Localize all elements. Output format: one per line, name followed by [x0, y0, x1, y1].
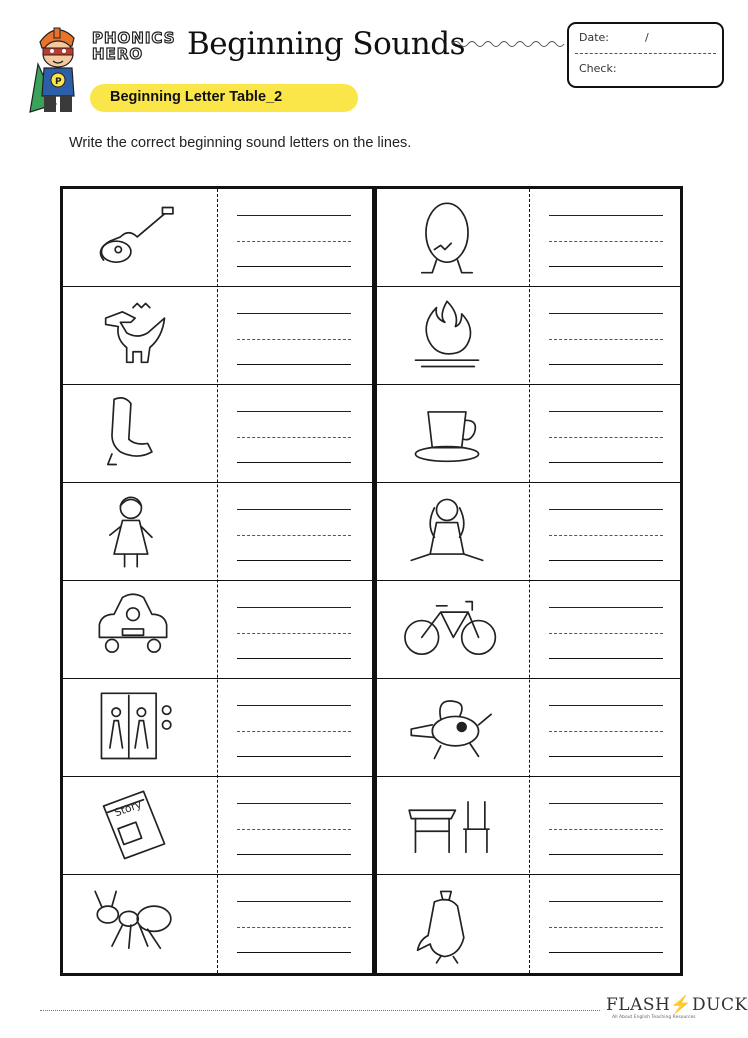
- storybook-icon: [83, 785, 183, 867]
- brand-right: DUCK: [692, 995, 748, 1015]
- mid-dashed-line: [237, 535, 351, 536]
- writing-lines[interactable]: [237, 407, 351, 467]
- logo-line2: HERO: [92, 45, 144, 63]
- top-line: [549, 509, 663, 510]
- writing-lines[interactable]: [237, 603, 351, 663]
- wavy-line-icon: [452, 38, 567, 50]
- top-line: [237, 509, 351, 510]
- mid-dashed-line: [237, 633, 351, 634]
- base-line: [549, 658, 663, 659]
- instructions: Write the correct beginning sound letters on the lines.: [69, 135, 412, 151]
- top-line: [237, 705, 351, 706]
- writing-lines[interactable]: [237, 211, 351, 271]
- taxi-icon: [83, 589, 183, 671]
- dog-icon: [397, 687, 497, 769]
- base-line: [237, 560, 351, 561]
- subtitle: Beginning Letter Table_2: [110, 89, 283, 105]
- lightning-icon: ⚡: [670, 995, 693, 1015]
- mid-dashed-line: [237, 339, 351, 340]
- writing-lines[interactable]: [237, 505, 351, 565]
- writing-lines[interactable]: [237, 309, 351, 369]
- worksheet-table: [60, 186, 683, 976]
- mid-dashed-line: [237, 437, 351, 438]
- brand-left: FLASH: [606, 995, 671, 1015]
- mid-dashed-line: [549, 731, 663, 732]
- base-line: [549, 364, 663, 365]
- row-divider: [63, 482, 680, 483]
- base-line: [549, 462, 663, 463]
- base-line: [549, 952, 663, 953]
- ant-icon: [83, 883, 183, 965]
- fire-icon: [397, 295, 497, 377]
- base-line: [549, 854, 663, 855]
- mid-dashed-line: [549, 927, 663, 928]
- date-divider: [575, 53, 716, 54]
- mid-dashed-line: [237, 241, 351, 242]
- row-divider: [63, 286, 680, 287]
- row-divider: [63, 776, 680, 777]
- svg-text:Story: Story: [113, 798, 144, 820]
- top-line: [549, 607, 663, 608]
- left-dashed-divider: [217, 189, 218, 973]
- base-line: [237, 658, 351, 659]
- top-line: [549, 803, 663, 804]
- footer-rule: [40, 1010, 600, 1011]
- top-line: [237, 803, 351, 804]
- top-line: [237, 901, 351, 902]
- base-line: [237, 462, 351, 463]
- mid-dashed-line: [237, 927, 351, 928]
- logo-line1: PHONICS: [92, 29, 176, 47]
- mid-dashed-line: [549, 535, 663, 536]
- mid-dashed-line: [549, 437, 663, 438]
- logo-text: [92, 30, 176, 62]
- subtitle-banner: [90, 84, 358, 112]
- date-label: Date:: [579, 31, 609, 44]
- writing-lines[interactable]: [549, 603, 663, 663]
- girl-icon: [83, 491, 183, 573]
- writing-lines[interactable]: [237, 701, 351, 761]
- alligator-icon: [397, 883, 497, 965]
- base-line: [237, 854, 351, 855]
- base-line: [549, 756, 663, 757]
- row-divider: [63, 678, 680, 679]
- top-line: [549, 411, 663, 412]
- guitar-icon: [83, 197, 183, 279]
- base-line: [237, 756, 351, 757]
- phonics-hero-mascot-icon: [26, 24, 90, 116]
- writing-lines[interactable]: [549, 407, 663, 467]
- row-divider: [63, 874, 680, 875]
- base-line: [237, 364, 351, 365]
- flash-duck-logo: [606, 995, 748, 1015]
- desk-chair-icon: [397, 785, 497, 867]
- right-dashed-divider: [529, 189, 530, 973]
- base-line: [549, 560, 663, 561]
- arm-icon: [83, 393, 183, 475]
- mid-dashed-line: [237, 731, 351, 732]
- dinosaur-icon: [83, 295, 183, 377]
- brand-tagline: All About English Teaching Resources: [612, 1015, 696, 1020]
- base-line: [237, 266, 351, 267]
- cup-icon: [397, 393, 497, 475]
- row-divider: [63, 384, 680, 385]
- page-title: Beginning Sounds: [187, 26, 465, 62]
- top-line: [237, 215, 351, 216]
- base-line: [549, 266, 663, 267]
- column-divider: [372, 189, 377, 973]
- svg-text:P: P: [55, 77, 62, 87]
- elevator-icon: [83, 687, 183, 769]
- writing-lines[interactable]: [549, 211, 663, 271]
- bicycle-icon: [397, 589, 497, 671]
- writing-lines[interactable]: [549, 505, 663, 565]
- top-line: [237, 313, 351, 314]
- date-separator: /: [645, 31, 649, 44]
- egg-icon: [397, 197, 497, 279]
- top-line: [549, 215, 663, 216]
- mid-dashed-line: [549, 339, 663, 340]
- writing-lines[interactable]: [549, 897, 663, 957]
- top-line: [237, 607, 351, 608]
- doll-icon: [397, 491, 497, 573]
- top-line: [549, 901, 663, 902]
- mid-dashed-line: [549, 241, 663, 242]
- writing-lines[interactable]: [549, 701, 663, 761]
- mid-dashed-line: [549, 829, 663, 830]
- top-line: [549, 313, 663, 314]
- writing-lines[interactable]: [237, 799, 351, 859]
- row-divider: [63, 580, 680, 581]
- writing-lines[interactable]: [549, 309, 663, 369]
- mid-dashed-line: [237, 829, 351, 830]
- date-check-box: [567, 22, 724, 88]
- writing-lines[interactable]: [549, 799, 663, 859]
- mid-dashed-line: [549, 633, 663, 634]
- base-line: [237, 952, 351, 953]
- writing-lines[interactable]: [237, 897, 351, 957]
- top-line: [549, 705, 663, 706]
- top-line: [237, 411, 351, 412]
- check-label: Check:: [579, 62, 617, 75]
